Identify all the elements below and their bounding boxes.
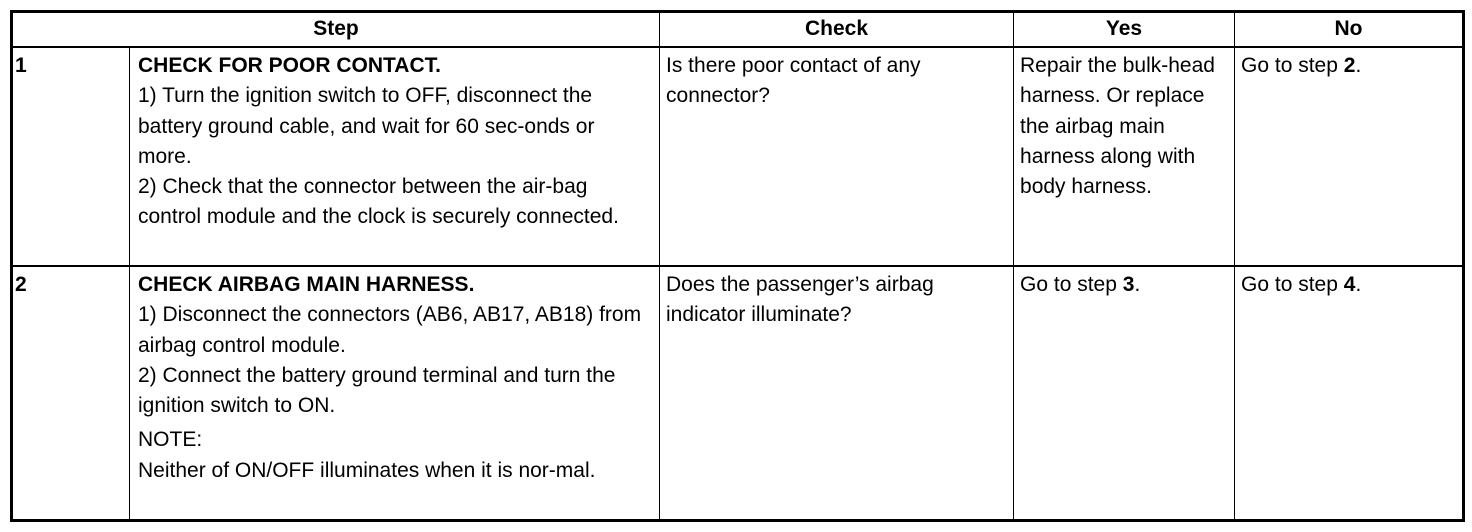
step-number: 2 <box>12 266 130 521</box>
step-description <box>130 266 660 521</box>
table-row <box>12 266 1464 521</box>
yes-action: Repair the bulk-head harness. Or replace the airbag main harness along with body harness. <box>1014 47 1235 266</box>
header-check: Check <box>660 12 1014 48</box>
no-action <box>1235 47 1464 266</box>
no-action-suffix: . <box>1355 273 1362 296</box>
step-instruction: 2) Check that the connector between the air-bag control module and the clock is securely connected. <box>138 175 619 229</box>
step-number: 1 <box>12 47 130 266</box>
note-label: NOTE: <box>138 428 203 452</box>
diagnostic-table <box>10 10 1465 522</box>
table-row <box>12 47 1464 266</box>
step-instruction: 2) Connect the battery ground terminal and turn the ignition switch to ON. <box>138 363 616 418</box>
yes-action <box>1014 266 1235 521</box>
no-action-step-link: 2 <box>1343 54 1356 77</box>
step-instruction: 1) Turn the ignition switch to OFF, disconnect the battery ground cable, and wait for 60 sec-onds or more. <box>138 84 595 168</box>
step-title: CHECK AIRBAG MAIN HARNESS. <box>138 273 475 296</box>
no-action-step-link: 4 <box>1343 273 1356 296</box>
no-action-prefix: Go to step <box>1241 54 1344 77</box>
no-action-prefix: Go to step <box>1241 273 1344 296</box>
check-question: Is there poor contact of any connector? <box>660 47 1014 266</box>
step-description <box>130 47 660 266</box>
diagnostic-table-frame <box>10 10 1462 522</box>
header-yes: Yes <box>1014 12 1235 48</box>
table-header-row <box>12 12 1464 48</box>
header-step: Step <box>12 12 660 48</box>
step-instruction: 1) Disconnect the connectors (AB6, AB17, AB18) from airbag control module. <box>138 303 642 357</box>
note-text: Neither of ON/OFF illuminates when it is nor-mal. <box>138 458 596 482</box>
yes-action-step-link: 3 <box>1122 273 1135 296</box>
yes-action-prefix: Go to step <box>1020 273 1123 296</box>
no-action <box>1235 266 1464 521</box>
header-no: No <box>1235 12 1464 48</box>
yes-action-suffix: . <box>1134 273 1141 296</box>
no-action-suffix: . <box>1355 54 1362 77</box>
check-question: Does the passenger’s airbag indicator illuminate? <box>660 266 1014 521</box>
step-title: CHECK FOR POOR CONTACT. <box>138 54 441 77</box>
